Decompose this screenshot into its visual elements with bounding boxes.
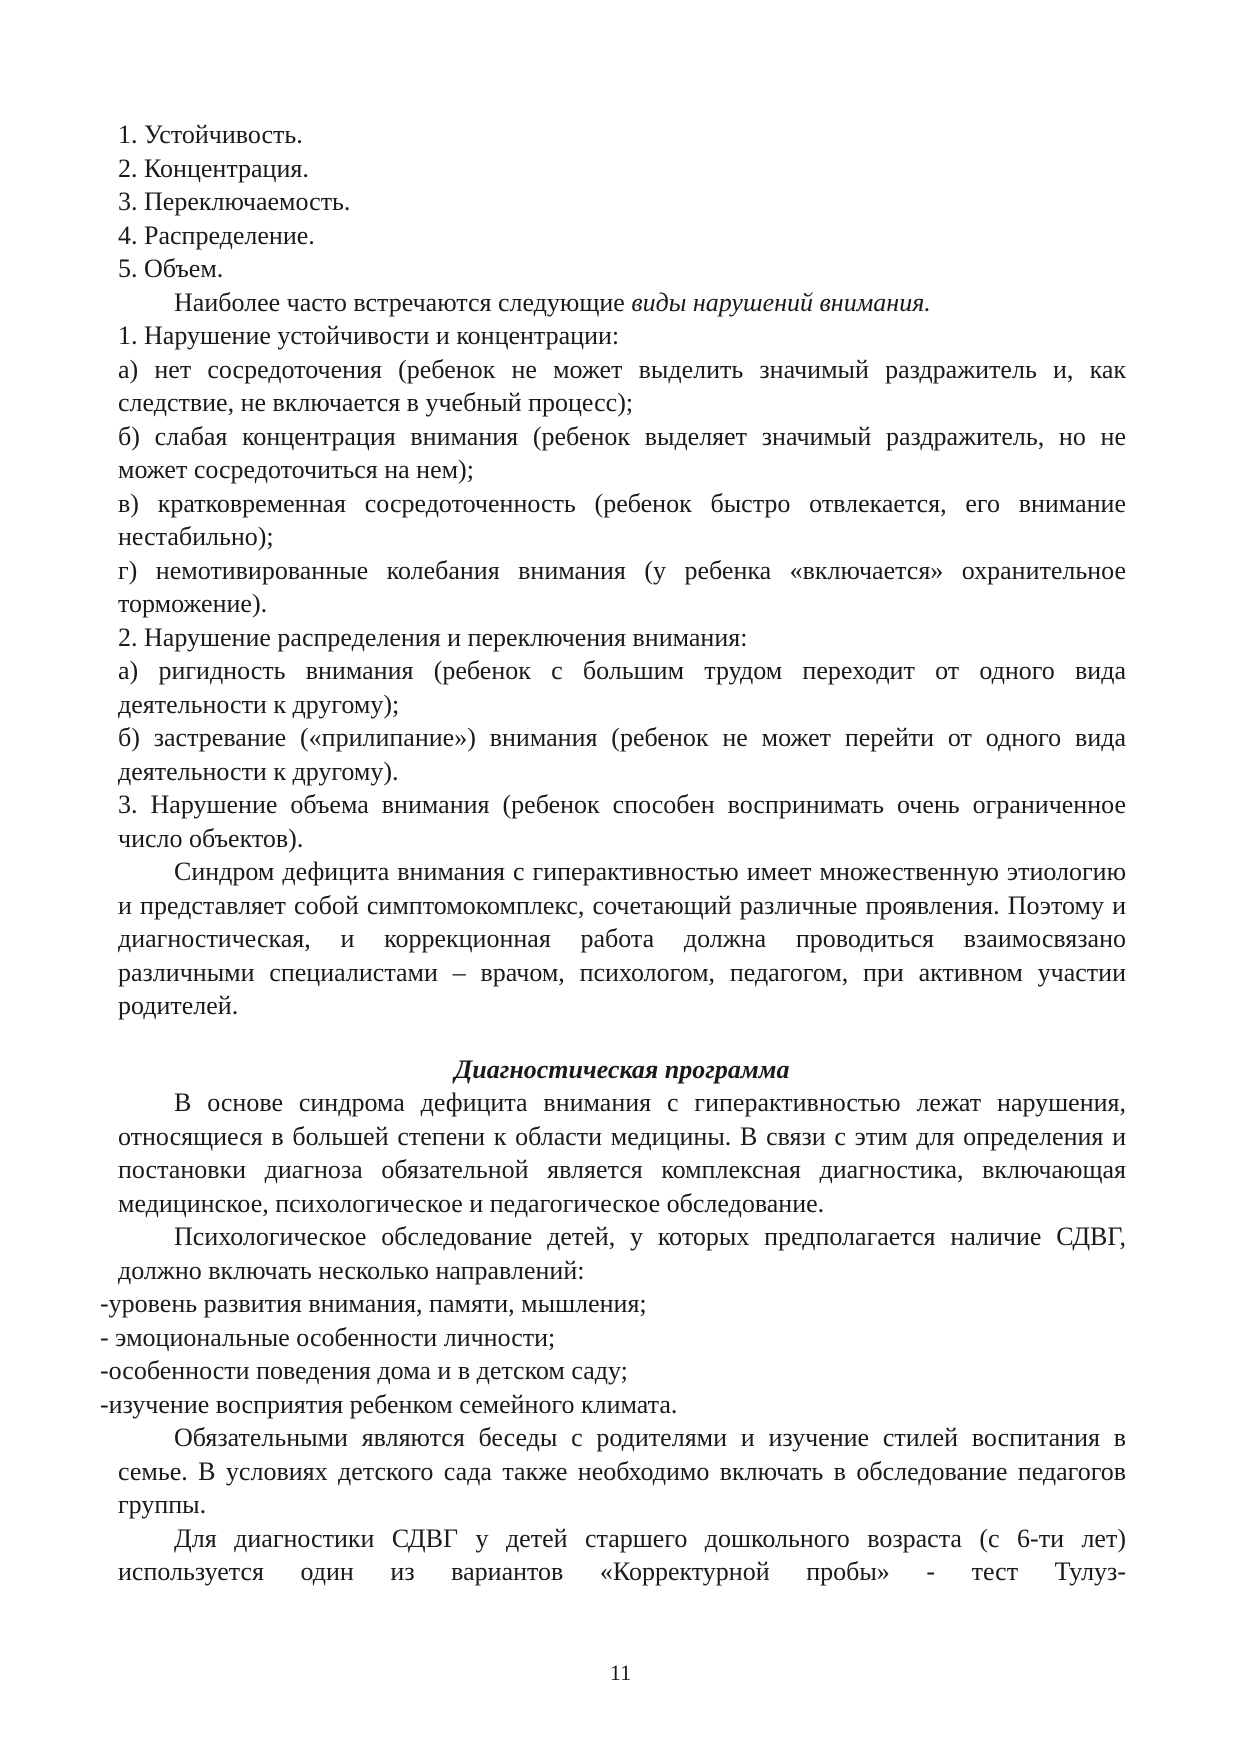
intro-emphasis: виды нарушений внимания. — [631, 287, 931, 317]
list-item: - эмоциональные особенности личности; — [100, 1322, 556, 1352]
intro-text: Наиболее часто встречаются следующие — [174, 287, 632, 317]
violation-item: а) ригидность внимания (ребенок с большим трудом переходит от одного вида деятельности к другому); — [118, 656, 1126, 719]
diagnostic-paragraph: В основе синдрома дефицита внимания с гиперактивностью лежат нарушения, относящиеся в большей степени к области медицины. В связи с этим для определения и постановки диагноза обязательной является комплексная диагностика, включающая медицинское, психологическое и педагогическое обследование. — [118, 1088, 1126, 1218]
list-item: 1. Устойчивость. — [118, 120, 303, 149]
violation-group-2 — [118, 621, 1126, 789]
violation-types-intro — [118, 286, 1126, 320]
diagnostic-directions-list — [100, 1287, 1126, 1421]
list-item: 2. Концентрация. — [118, 153, 309, 183]
diagnostic-paragraph: Для диагностики СДВГ у детей старшего дошкольного возраста (с 6-ти лет) используется один из вариантов «Корректурной пробы» - тест Тулуз- — [118, 1523, 1126, 1586]
list-item: 5. Объем. — [118, 254, 224, 283]
violation-item: в) кратковременная сосредоточенность (ребенок быстро отвлекается, его внимание нестабильно); — [118, 488, 1126, 551]
list-item: -особенности поведения дома и в детском саду; — [100, 1356, 628, 1385]
page-body — [100, 118, 1126, 1589]
syndrome-paragraph: Синдром дефицита внимания с гиперактивностью имеет множественную этиологию и представляет собой симптомокомплекс, сочетающий различные проявления. Поэтому и диагностическая, и коррекционная работа должна проводиться взаимосвязано различными специалистами – врачом, психологом, педагогом, при активном участии родителей. — [118, 857, 1126, 1020]
diagnostic-paragraph: Психологическое обследование детей, у которых предполагается наличие СДВГ, должно включать несколько направлений: — [118, 1222, 1126, 1285]
violation-group-1 — [118, 319, 1126, 621]
violation-item: б) застревание («прилипание») внимания (ребенок не может перейти от одного вида деятельности к другому). — [118, 723, 1126, 786]
violation-item: а) нет сосредоточения (ребенок не может выделить значимый раздражитель и, как следствие, не включается в учебный процесс); — [118, 354, 1126, 417]
list-item: 4. Распределение. — [118, 220, 315, 250]
list-item: -уровень развития внимания, памяти, мышления; — [100, 1289, 647, 1318]
violation-item: г) немотивированные колебания внимания (у ребенка «включается» охранительное торможение). — [118, 555, 1126, 618]
list-item: -изучение восприятия ребенком семейного климата. — [100, 1389, 678, 1419]
violation-item: б) слабая концентрация внимания (ребенок выделяет значимый раздражитель, но не может сосредоточиться на нем); — [118, 421, 1126, 484]
violation-heading: 1. Нарушение устойчивости и концентрации: — [118, 321, 620, 350]
section-title: Диагностическая программа — [454, 1054, 790, 1084]
list-item: 3. Переключаемость. — [118, 187, 351, 216]
violation-group-3: 3. Нарушение объема внимания (ребенок способен воспринимать очень ограниченное число объектов). — [118, 790, 1126, 853]
attention-properties-list — [118, 118, 1126, 286]
diagnostic-paragraph: Обязательными являются беседы с родителями и изучение стилей воспитания в семье. В условиях детского сада также необходимо включать в обследование педагогов группы. — [118, 1423, 1126, 1519]
violation-heading: 2. Нарушение распределения и переключения внимания: — [118, 622, 748, 652]
page-number: 11 — [609, 1660, 632, 1685]
